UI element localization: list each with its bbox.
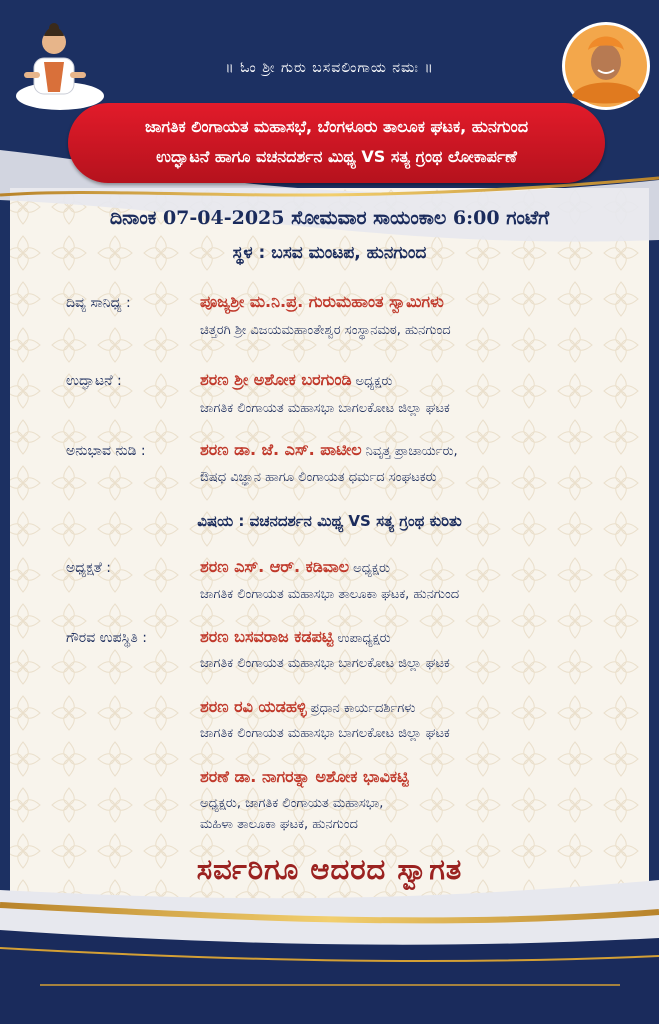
guest-detail-2: ಮಹಿಳಾ ತಾಲೂಕಾ ಘಟಕ, ಹುನಗುಂದ [200,817,358,832]
talk-row [200,440,458,460]
presence-name: ಪೂಜ್ಯಶ್ರೀ ಮ.ನಿ.ಪ್ರ. ಗುರುಮಹಾಂತ ಸ್ವಾಮಿಗಳು [200,292,444,311]
guest-role: ಪ್ರಧಾನ ಕಾರ್ಯದರ್ಶಿಗಳು [310,701,416,716]
presence-label: ದಿವ್ಯ ಸಾನಿಧ್ಯ : [66,295,131,311]
guest-detail: ಅಧ್ಯಕ್ಷರು, ಜಾಗತಿಕ ಲಿಂಗಾಯತ ಮಹಾಸಭಾ, [200,796,384,811]
inauguration-row [200,370,392,390]
talk-label: ಅನುಭಾವ ನುಡಿ : [66,443,146,459]
guest-row [200,697,416,717]
inauguration-label: ಉದ್ಘಾಟನೆ : [66,373,122,389]
guest-name: ಶರಣ ರವಿ ಯಡಹಳ್ಳಿ [200,697,307,716]
inauguration-detail: ಜಾಗತಿಕ ಲಿಂಗಾಯತ ಮಹಾಸಭಾ ಬಾಗಲಕೋಟ ಜಿಲ್ಲಾ ಘಟಕ [200,401,450,416]
president-detail: ಜಾಗತಿಕ ಲಿಂಗಾಯತ ಮಹಾಸಭಾ ತಾಲೂಕಾ ಘಟಕ, ಹುನಗುಂದ [200,587,460,602]
title-banner [68,103,605,183]
welcome-message: ಸರ್ವರಿಗೂ ಆದರದ ಸ್ವಾಗತ [196,852,463,886]
guest-name: ಶರಣೆ ಡಾ. ನಾಗರತ್ನಾ ಅಶೋಕ ಭಾವಿಕಟ್ಟಿ [200,767,409,786]
inauguration-name: ಶರಣ ಶ್ರೀ ಅಶೋಕ ಬರಗುಂಡಿ [200,370,352,389]
talk-detail: ಔಷಧ ವಿಜ್ಞಾನ ಹಾಗೂ ಲಿಂಗಾಯತ ಧರ್ಮದ ಸಂಘಟಕರು [200,470,437,485]
guest-detail: ಜಾಗತಿಕ ಲಿಂಗಾಯತ ಮಹಾಸಭಾ ಬಾಗಲಕೋಟ ಜಿಲ್ಲಾ ಘಟಕ [200,726,450,741]
talk-role: ನಿವೃತ್ತ ಪ್ರಾಚಾರ್ಯರು, [365,444,458,459]
banner-line-organization: ಜಾಗತಿಕ ಲಿಂಗಾಯತ ಮಹಾಸಭೆ, ಬೆಂಗಳೂರು ತಾಲೂಕ ಘಟಕ, ಹುನಗುಂದ [144,117,529,136]
event-date: ದಿನಾಂಕ 07-04-2025 ಸೋಮವಾರ ಸಾಯಂಕಾಲ 6:00 ಗಂಟೆಗೆ [109,207,550,229]
president-role: ಅಧ್ಯಕ್ಷರು [353,561,390,576]
invocation-text: ॥ ಓಂ ಶ್ರೀ ಗುರು ಬಸವಲಿಂಗಾಯ ನಮಃ ॥ [225,60,434,76]
subject-line: ವಿಷಯ : ವಚನದರ್ಶನ ಮಿಥ್ಯ VS ಸತ್ಯ ಗ್ರಂಥ ಕುರಿತು [197,512,462,530]
guest-row [200,627,391,647]
guest-detail: ಜಾಗತಿಕ ಲಿಂಗಾಯತ ಮಹಾಸಭಾ ಬಾಗಲಕೋಟ ಜಿಲ್ಲಾ ಘಟಕ [200,656,450,671]
presence-detail: ಚಿತ್ತರಗಿ ಶ್ರೀ ವಿಜಯಮಹಾಂತೇಶ್ವರ ಸಂಸ್ಥಾನಮಠ, ಹುನಗುಂದ [200,323,451,338]
president-label: ಅಧ್ಯಕ್ಷತೆ : [66,560,111,576]
guest-name: ಶರಣ ಬಸವರಾಜ ಕಡಪಟ್ಟಿ [200,627,334,646]
president-row [200,557,390,577]
inauguration-role: ಅಧ್ಯಕ್ಷರು [355,374,393,389]
banner-line-event: ಉದ್ಘಾಟನೆ ಹಾಗೂ ವಚನದರ್ಶನ ಮಿಥ್ಯ VS ಸತ್ಯ ಗ್ರಂಥ ಲೋಕಾರ್ಪಣೆ [156,147,517,166]
president-name: ಶರಣ ಎಸ್. ಆರ್. ಕಡಿವಾಲ [200,557,350,576]
event-venue: ಸ್ಥಳ : ಬಸವ ಮಂಟಪ, ಹುನಗುಂದ [232,243,427,263]
guest-role: ಉಪಾಧ್ಯಕ್ಷರು [337,631,391,646]
talk-name: ಶರಣ ಡಾ. ಜೆ. ಎಸ್. ಪಾಟೀಲ [200,440,362,459]
honored-label: ಗೌರವ ಉಪಸ್ಥಿತಿ : [66,630,147,646]
